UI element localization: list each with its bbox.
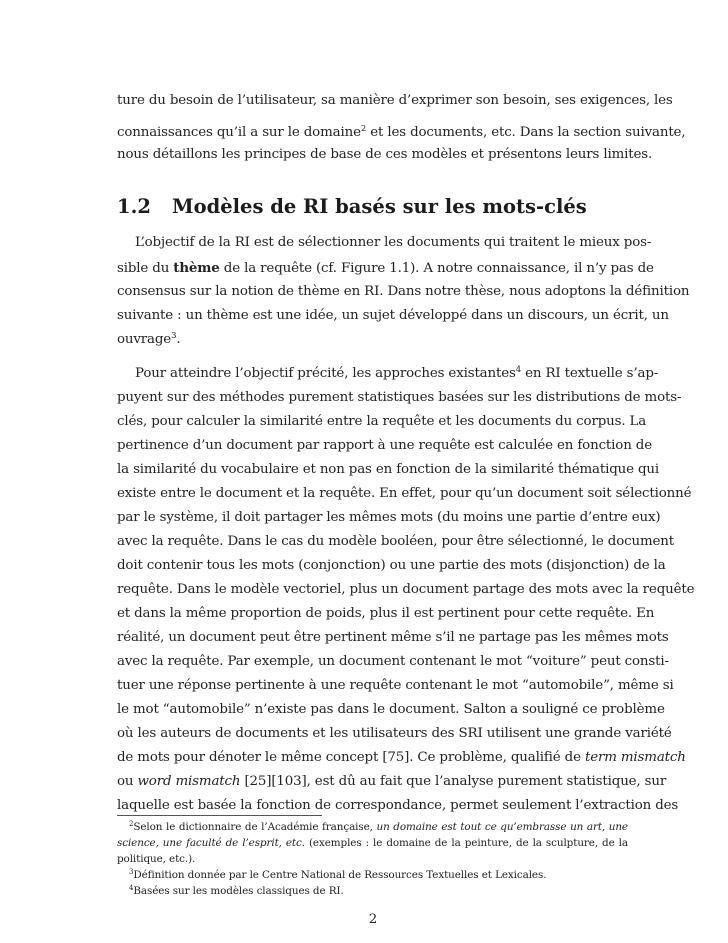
body-line: [117, 92, 673, 110]
text: tuer une réponse pertinente à une requête contenant le mot “automobile”, même si: [117, 678, 674, 693]
footnote-3: [129, 868, 628, 882]
text: nous détaillons les principes de base de ces modèles et présentons leurs limites.: [117, 147, 653, 162]
footnote-2: [129, 820, 628, 834]
body-line: [117, 773, 667, 791]
section-title: Modèles de RI basés sur les mots-clés: [172, 195, 587, 218]
body-line: [117, 581, 695, 599]
text: Selon le dictionnaire de l’Académie française,: [133, 821, 377, 833]
italic-text: un domaine est tout ce qu’embrasse un art, une: [376, 821, 628, 833]
text: et les documents, etc. Dans la section suivante,: [366, 125, 686, 140]
text: ouvrage: [117, 332, 172, 347]
body-line: [117, 124, 686, 142]
body-line: [117, 557, 666, 575]
text: politique, etc.).: [117, 853, 196, 865]
body-line: [117, 797, 679, 815]
body-line: [117, 509, 661, 527]
text: avec la requête. Par exemple, un document contenant le mot “voiture” peut consti-: [117, 654, 669, 669]
body-line: [117, 307, 669, 325]
body-line: [117, 259, 654, 278]
text: [25][103], est dû au fait que l’analyse purement statistique, sur: [240, 774, 667, 789]
footnote-divider: [117, 815, 322, 816]
body-line: [117, 389, 682, 407]
text: requête. Dans le modèle vectoriel, plus un document partage des mots avec la requête: [117, 582, 695, 597]
text: réalité, un document peut être pertinent même s’il ne partage pas les mêmes mots: [117, 630, 669, 645]
text: la similarité du vocabulaire et non pas en fonction de la similarité thématique qui: [117, 462, 660, 477]
body-line: [135, 234, 652, 252]
footnote-4: [129, 884, 628, 898]
body-line: [117, 331, 628, 349]
body-line: [117, 701, 665, 719]
text: (exemples : le domaine de la peinture, de la sculpture, de la: [304, 837, 628, 849]
body-line: [135, 365, 659, 383]
text: pertinence d’un document par rapport à une requête est calculée en fonction de: [117, 438, 652, 453]
footnote-ref: 2: [360, 124, 367, 134]
body-line: [117, 677, 674, 695]
text: par le système, il doit partager les mêmes mots (du moins une partie d’entre eux): [117, 510, 661, 525]
text: suivante : un thème est une idée, un sujet développé dans un discours, un écrit, un: [117, 308, 669, 323]
body-line: [117, 749, 686, 767]
body-line: [117, 629, 669, 647]
text: laquelle est basée la fonction de correspondance, permet seulement l’extraction des: [117, 798, 679, 813]
footnote-2-end: [117, 852, 628, 866]
text: Définition donnée par le Centre National de Ressources Textuelles et Lexicales.: [133, 869, 547, 881]
body-line: [117, 461, 660, 479]
text: clés, pour calculer la similarité entre la requête et les documents du corpus. La: [117, 414, 647, 429]
footnote-mark: 2: [129, 820, 134, 828]
italic-text: science, une faculté de l’esprit, etc.: [117, 837, 305, 849]
section-heading: [117, 195, 587, 218]
text: ture du besoin de l’utilisateur, sa manière d’exprimer son besoin, ses exigences, les: [117, 93, 673, 108]
footnote-mark: 3: [129, 868, 134, 876]
body-line: [117, 653, 669, 671]
text: où les auteurs de documents et les utilisateurs des SRI utilisent une grande variété: [117, 726, 672, 741]
body-line: [117, 283, 690, 301]
body-line: [117, 605, 655, 623]
body-line: [117, 485, 692, 503]
body-line: [117, 725, 672, 743]
text: doit contenir tous les mots (conjonction) ou une partie des mots (disjonction) de la: [117, 558, 666, 573]
italic-term: term mismatch: [584, 750, 686, 765]
text: en RI textuelle s’ap-: [520, 366, 659, 381]
footnote-mark: 4: [129, 884, 134, 892]
body-line: [117, 533, 674, 551]
text: puyent sur des méthodes purement statistiques basées sur les distributions de mots-: [117, 390, 682, 405]
text: existe entre le document et la requête. En effet, pour qu’un document soit sélectionné: [117, 486, 692, 501]
text: connaissances qu’il a sur le domaine: [117, 125, 361, 140]
text: sible du: [117, 261, 174, 276]
text: de la requête (cf. Figure 1.1). A notre connaissance, il n’y pas de: [219, 261, 654, 276]
footnote-ref: 3: [171, 331, 177, 341]
text: Pour atteindre l’objectif précité, les approches existantes: [135, 366, 516, 381]
footnote-2-cont: [117, 836, 628, 850]
text: de mots pour dénoter le même concept [75]. Ce problème, qualifié de: [117, 750, 585, 765]
text: L’objectif de la RI est de sélectionner les documents qui traitent le mieux pos-: [135, 235, 652, 250]
text: .: [176, 332, 181, 347]
body-line: [117, 146, 653, 164]
bold-term: thème: [173, 260, 220, 276]
section-number: 1.2: [117, 195, 151, 218]
body-line: [117, 437, 652, 455]
text: Basées sur les modèles classiques de RI.: [133, 885, 344, 897]
italic-term: word mismatch: [137, 774, 241, 789]
body-line: [117, 413, 647, 431]
page-number: 2: [368, 912, 378, 927]
text: consensus sur la notion de thème en RI. Dans notre thèse, nous adoptons la définition: [117, 284, 690, 299]
text: et dans la même proportion de poids, plus il est pertinent pour cette requête. En: [117, 606, 655, 621]
footnote-ref: 4: [515, 365, 521, 375]
text: avec la requête. Dans le cas du modèle booléen, pour être sélectionné, le document: [117, 534, 674, 549]
text: le mot “automobile” n’existe pas dans le document. Salton a souligné ce problème: [117, 702, 665, 717]
text: ou: [117, 774, 138, 789]
